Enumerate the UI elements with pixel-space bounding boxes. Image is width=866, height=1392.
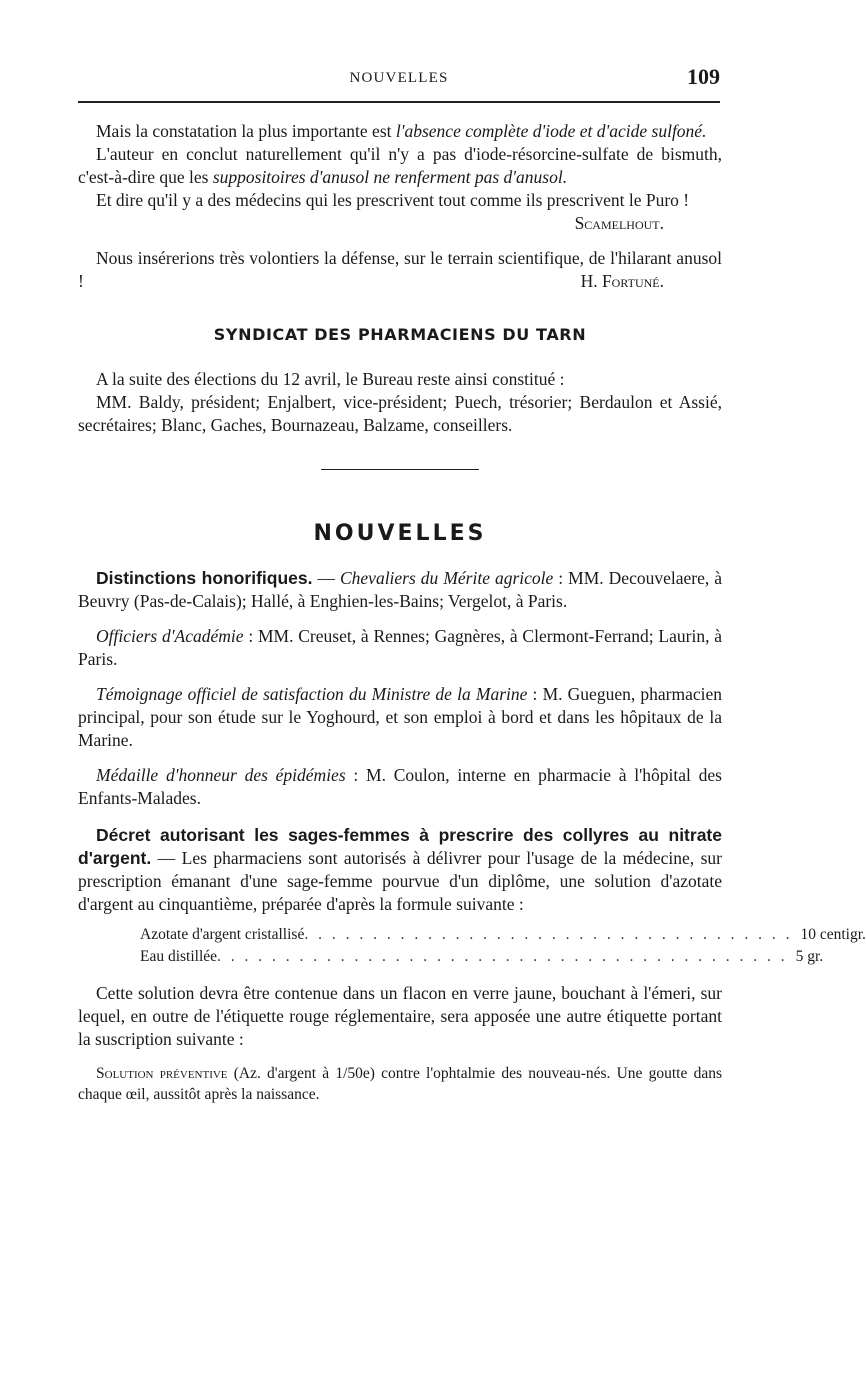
paragraph-distinctions (78, 567, 722, 613)
bold-run: Distinctions honorifiques. (96, 568, 313, 588)
paragraph-medaille (78, 764, 722, 810)
signature: H. Fortuné. (580, 271, 664, 291)
text-run: — (312, 568, 340, 588)
signature: Scamelhout. (574, 213, 664, 233)
italic-run: Officiers d'Académie (96, 626, 244, 646)
formula-table (140, 924, 866, 968)
paragraph-label-text (78, 1063, 722, 1105)
paragraph-solution: Cette solution devra être contenue dans un flacon en verre jaune, bouchant à l'émeri, sur lequel, en outre de l'étiquette rouge réglementaire, sera apposée une autre étiquette portant la suscription suivante : (78, 983, 722, 1049)
text-run: L'auteur en conclut naturellement qu'il n'y a pas d'iode-résorcine-sulfate de bismuth, c'est-à-dire que les (78, 144, 722, 187)
running-title: NOUVELLES (349, 70, 449, 86)
smallcaps-run: Solution préventive (96, 1065, 228, 1082)
leader-dots: . . . . . . . . . . . . . . . . . . . . . . . . . . . . . . . . . . . . (304, 926, 793, 943)
text-run: Nous insérerions très volontiers la défense, sur le terrain scientifique, de l'hilarant anusol ! (78, 248, 722, 291)
formula-quantity: 5 gr. (795, 948, 824, 965)
section-title-syndicat: SYNDICAT DES PHARMACIENS DU TARN (213, 325, 587, 344)
paragraph-constatation (78, 120, 722, 143)
paragraph-conclusion (78, 143, 722, 189)
text-run: Mais la constatation la plus importante est (96, 121, 396, 141)
leader-dots: . . . . . . . . . . . . . . . . . . . . . . . . . . . . . . . . . . . . . . . . . . (217, 948, 788, 965)
paragraph-syndicat-intro: A la suite des élections du 12 avril, le Bureau reste ainsi constitué : (96, 369, 565, 389)
italic-run: Témoignage officiel de satisfaction du Ministre de la Marine (96, 684, 528, 704)
text-run: (Az. d'argent à 1/50e) contre l'ophtalmie des nouveau-nés. Une goutte dans chaque œil, aussitôt après la naissance. (78, 1065, 722, 1103)
formula-item: Eau distillée (140, 948, 218, 965)
bold-run: Décret autorisant les sages-femmes à prescrire des collyres au nitrate d'argent. (78, 825, 722, 868)
text-run: : M. Coulon, interne en pharmacie à l'hôpital des Enfants-Malades. (78, 765, 722, 808)
paragraph-temoignage (78, 683, 722, 752)
page-header (78, 64, 720, 104)
italic-run: Chevaliers du Mérite agricole (339, 568, 554, 588)
page-number: 109 (687, 64, 720, 89)
text-run: — Les pharmaciens sont autorisés à délivrer pour l'usage de la médecine, sur prescription émanant d'une sage-femme pourvue d'un diplôme, une solution d'azotate d'argent au cinquantième, préparée d'après la formule suivante : (78, 848, 722, 914)
formula-item: Azotate d'argent cristallisé (140, 926, 305, 943)
text-run: Et dire qu'il y a des médecins qui les prescrivent tout comme ils prescrivent le Puro ! (96, 190, 690, 210)
paragraph-syndicat-members: MM. Baldy, président; Enjalbert, vice-président; Puech, trésorier; Berdaulon et Assié, secrétaires; Blanc, Gaches, Bournazeau, Balzame, conseillers. (78, 392, 722, 435)
text-run: : MM. Decouvelaere, à Beuvry (Pas-de-Calais); Hallé, à Enghien-les-Bains; Vergelot, à Paris. (78, 568, 722, 611)
text-run: : M. Gueguen, pharmacien principal, pour son étude sur le Yoghourd, et son emploi à bord et dans les hôpitaux de la Marine. (78, 684, 722, 750)
paragraph-decret (78, 824, 722, 916)
section-title-nouvelles: NOUVELLES (313, 521, 487, 546)
header-rule (78, 101, 720, 103)
formula-row (140, 924, 866, 946)
text-run: : MM. Creuset, à Rennes; Gagnères, à Clermont-Ferrand; Laurin, à Paris. (78, 626, 723, 669)
page-body (78, 120, 866, 1105)
paragraph-medecins (78, 189, 722, 233)
italic-run: Médaille d'honneur des épidémies (96, 765, 346, 785)
italic-run: suppositoires d'anusol ne renferment pas d'anusol. (212, 167, 568, 187)
section-divider (321, 469, 479, 470)
paragraph-officiers (78, 625, 722, 671)
formula-quantity: 10 centigr. (800, 926, 866, 943)
italic-run: l'absence complète d'iode et d'acide sulfoné. (395, 121, 707, 141)
formula-row (140, 946, 824, 968)
paragraph-defense (78, 247, 722, 293)
